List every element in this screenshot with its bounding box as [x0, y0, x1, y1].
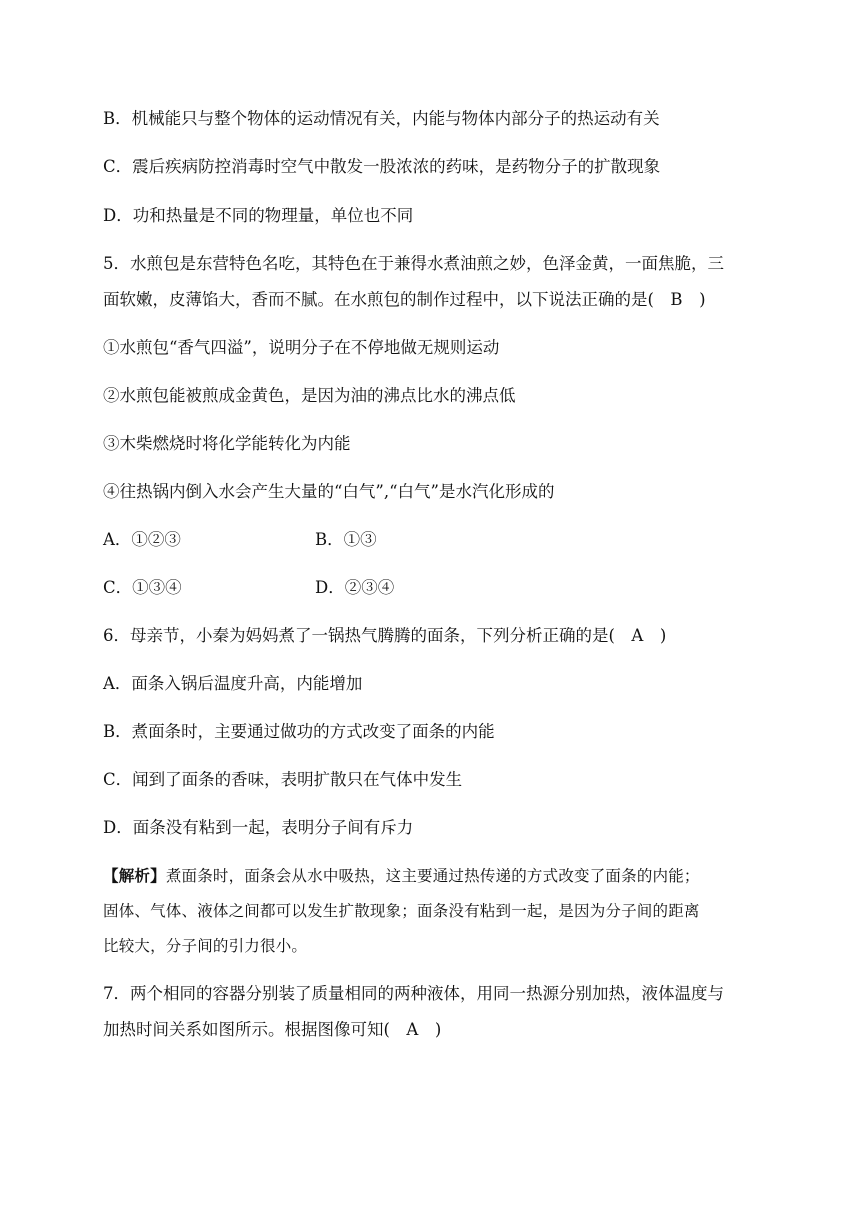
q5-stem-line2: 面软嫩，皮薄馅大，香而不腻。在水煎包的制作过程中，以下说法正确的是( B )	[103, 290, 706, 309]
q6-option-b: B．煮面条时，主要通过做功的方式改变了面条的内能	[103, 722, 495, 741]
q6-analysis-line2: 固体、气体、液体之间都可以发生扩散现象；面条没有粘到一起，是因为分子间的距离	[103, 902, 700, 920]
q4-option-b: B．机械能只与整个物体的运动情况有关，内能与物体内部分子的热运动有关	[103, 109, 660, 128]
q5-statement-2: ②水煎包能被煎成金黄色，是因为油的沸点比水的沸点低	[103, 386, 516, 405]
q6-option-c: C．闻到了面条的香味，表明扩散只在气体中发生	[103, 770, 463, 789]
q5-statement-4: ④往热锅内倒入水会产生大量的“白气”,“白气”是水汽化形成的	[103, 482, 555, 501]
q5-option-a: A．①②③	[103, 530, 181, 549]
q6-analysis-line3: 比较大，分子间的引力很小。	[103, 937, 308, 955]
q6-option-a: A．面条入锅后温度升高，内能增加	[103, 674, 363, 693]
q7-stem-line1: 7．两个相同的容器分别装了质量相同的两种液体，用同一热源分别加热，液体温度与	[103, 984, 724, 1003]
q5-statement-3: ③木柴燃烧时将化学能转化为内能	[103, 434, 351, 453]
q6-stem: 6．母亲节，小秦为妈妈煮了一锅热气腾腾的面条，下列分析正确的是( A )	[103, 626, 667, 645]
q5-stem-line1: 5．水煎包是东营特色名吃，其特色在于兼得水煮油煎之妙，色泽金黄，一面焦脆，三	[103, 254, 724, 273]
q6-option-d: D．面条没有粘到一起，表明分子间有斥力	[103, 818, 414, 837]
q4-option-d: D．功和热量是不同的物理量，单位也不同	[103, 206, 414, 225]
q7-stem-line2: 加热时间关系如图所示。根据图像可知( A )	[103, 1020, 442, 1039]
analysis-tag: 【解析】	[103, 866, 166, 885]
q4-option-c: C．震后疾病防控消毒时空气中散发一股浓浓的药味，是药物分子的扩散现象	[103, 157, 661, 176]
analysis-text: 煮面条时，面条会从水中吸热，这主要通过热传递的方式改变了面条的内能；	[165, 867, 700, 885]
q5-option-b: B．①③	[315, 530, 377, 549]
q5-option-c: C．①③④	[103, 578, 182, 597]
q6-analysis-line1	[103, 865, 700, 887]
q5-option-d: D．②③④	[315, 578, 395, 597]
q5-statement-1: ①水煎包“香气四溢”，说明分子在不停地做无规则运动	[103, 338, 500, 357]
